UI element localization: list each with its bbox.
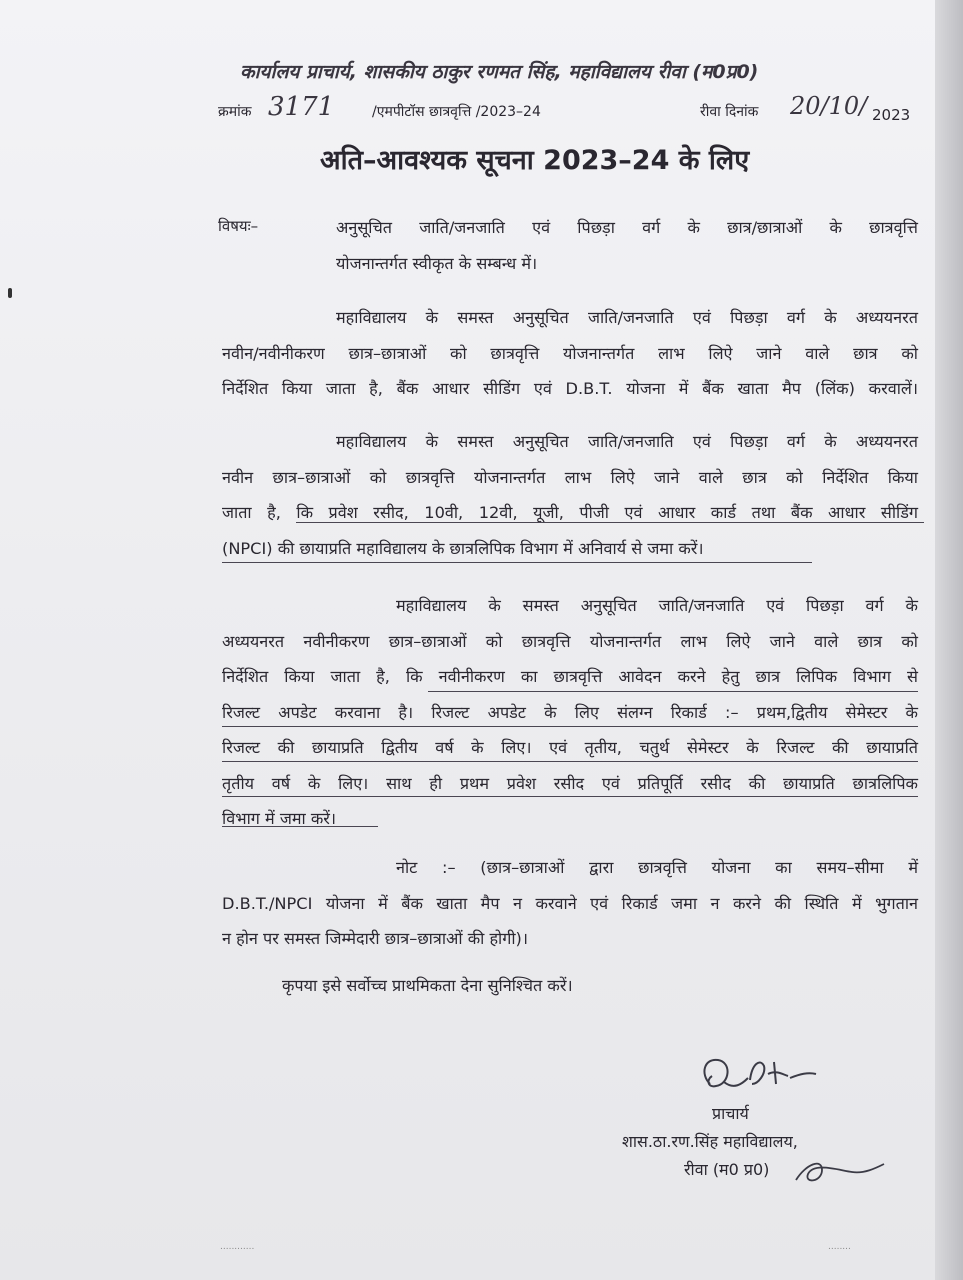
paragraph-line: विभाग में जमा करें।	[222, 809, 337, 828]
subject-label: विषयः–	[218, 217, 259, 235]
ink-speck	[8, 288, 12, 298]
note-paragraph	[222, 850, 918, 957]
subject-line: योजनान्तर्गत स्वीकृत के सम्बन्ध में।	[336, 253, 538, 273]
paragraph-2	[222, 424, 918, 566]
ref-path: /एमपीटॉस छात्रवृत्ति /2023–24	[372, 104, 541, 120]
pen-underline	[296, 522, 924, 523]
ref-label: क्रमांक	[218, 104, 252, 120]
date-year: 2023	[872, 106, 911, 124]
subject-line: अनुसूचित जाति/जनजाति एवं पिछड़ा वर्ग के छात्र/छात्राओं के छात्रवृत्ति	[336, 218, 918, 237]
date-handwritten: 20/10/	[790, 92, 868, 120]
paragraph-line: रिजल्ट की छायाप्रति द्वितीय वर्ष के लिए। एवं तृतीय, चतुर्थ सेमेस्टर के रिजल्ट की छायाप्रति	[222, 738, 918, 757]
pen-underline	[222, 562, 812, 563]
paragraph-line: जाता है, कि प्रवेश रसीद, 10वी, 12वी, यूजी, पीजी एवं आधार कार्ड तथा बैंक आधार सीडिंग	[222, 503, 918, 522]
paragraph-line: महाविद्यालय के समस्त अनुसूचित जाति/जनजाति एवं पिछड़ा वर्ग के अध्ययनरत	[336, 432, 918, 451]
pen-underline	[222, 761, 918, 762]
paragraph-line: महाविद्यालय के समस्त अनुसूचित जाति/जनजाति एवं पिछड़ा वर्ग के	[396, 596, 918, 615]
notice-title: अति–आवश्यक सूचना 2023–24 के लिए	[320, 145, 750, 176]
pen-underline	[222, 796, 918, 797]
office-header: कार्यालय प्राचार्य, शासकीय ठाकुर रणमत सिंह, महाविद्यालय रीवा (म0प्र0)	[240, 61, 759, 83]
paragraph-3	[222, 588, 918, 837]
paragraph-line: निर्देशित किया जाता है, कि नवीनीकरण का छात्रवृत्ति आवेदन करने हेतु छात्र लिपिक विभाग से	[222, 667, 918, 686]
paragraph-line: महाविद्यालय के समस्त अनुसूचित जाति/जनजाति एवं पिछड़ा वर्ग के अध्ययनरत	[336, 308, 918, 327]
paragraph-line: नवीन छात्र–छात्राओं को छात्रवृत्ति योजनान्तर्गत लाभ लिऐ जाने वाले छात्र को निर्देशित किया	[222, 467, 918, 487]
pen-underline	[222, 826, 378, 827]
initial-squiggle	[792, 1150, 888, 1190]
paragraph-line: तृतीय वर्ष के लिए। साथ ही प्रथम प्रवेश रसीद एवं प्रतिपूर्ति रसीद की छायाप्रति छात्रलिपिक	[222, 773, 918, 793]
paragraph-line: D.B.T./NPCI योजना में बैंक खाता मैप न करवाने एवं रिकार्ड जमा न करने की स्थिति में भुगतान	[222, 893, 918, 913]
date-label: रीवा दिनांक	[700, 104, 759, 120]
paragraph-line: न होन पर समस्त जिम्मेदारी छात्र–छात्राओं की होगी)।	[222, 929, 529, 948]
paragraph-line: (NPCI) की छायाप्रति महाविद्यालय के छात्रलिपिक विभाग में अनिवार्य से जमा करें।	[222, 538, 704, 558]
pen-underline	[222, 726, 918, 727]
paragraph-line: अध्ययनरत नवीनीकरण छात्र–छात्राओं को छात्रवृत्ति योजनान्तर्गत लाभ लिऐ जाने वाले छात्र को	[222, 631, 918, 651]
footer-faint-right: ........	[828, 1242, 851, 1252]
pen-underline	[428, 691, 918, 692]
signatory-title: प्राचार्य	[712, 1104, 749, 1123]
signature-mark	[690, 1044, 840, 1108]
paragraph-line: रिजल्ट अपडेट करवाना है। रिजल्ट अपडेट के लिए संलग्न रिकार्ड :– प्रथम,द्वितीय सेमेस्टर के	[222, 702, 918, 722]
subject-text	[336, 210, 918, 281]
paragraph-line: नोट :– (छात्र–छात्राओं द्वारा छात्रवृत्ति योजना का समय–सीमा में	[396, 858, 918, 877]
ref-number-handwritten: 3171	[268, 92, 335, 122]
paragraph-line: निर्देशित किया जाता है, बैंक आधार सीडिंग एवं D.B.T. योजना में बैंक खाता मैप (लिंक) करवालें।	[222, 379, 918, 398]
signatory-place: रीवा (म0 प्र0)	[684, 1160, 770, 1179]
page-edge-shadow	[935, 0, 963, 1280]
signatory-institution: शास.ठा.रण.सिंह महाविद्यालय,	[622, 1132, 798, 1151]
paragraph-line: नवीन/नवीनीकरण छात्र–छात्राओं को छात्रवृत्ति योजनान्तर्गत लाभ लिऐ जाने वाले छात्र को	[222, 343, 918, 363]
paragraph-1	[222, 300, 918, 407]
footer-faint-left: ............	[220, 1242, 255, 1252]
closing-line: कृपया इसे सर्वोच्च प्राथमिकता देना सुनिश्चित करें।	[282, 976, 573, 995]
